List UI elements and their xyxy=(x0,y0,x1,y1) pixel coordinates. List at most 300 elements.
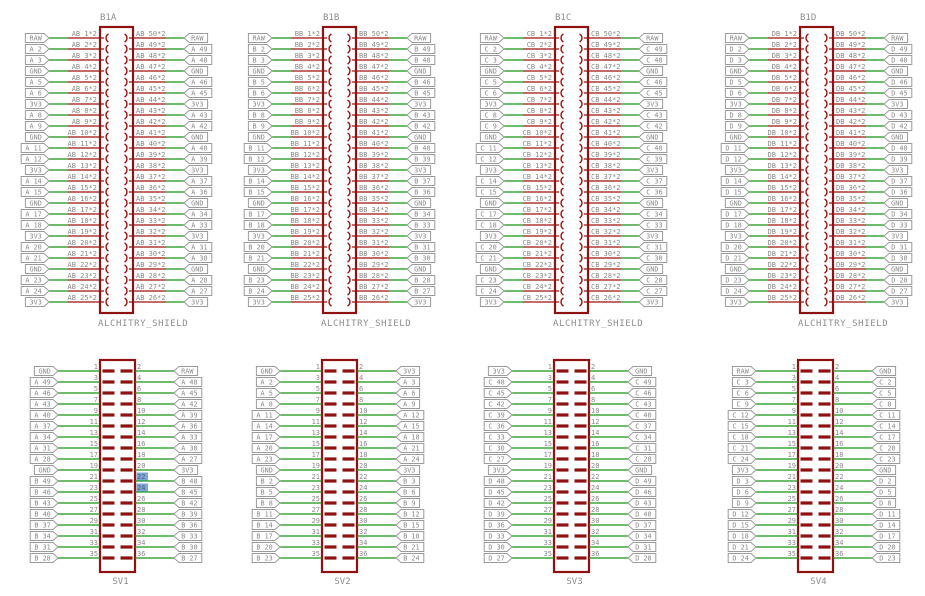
net-label[interactable] xyxy=(725,56,749,65)
net-label[interactable] xyxy=(21,243,49,252)
net-label[interactable] xyxy=(480,199,504,208)
net-label[interactable] xyxy=(628,422,656,431)
net-label[interactable] xyxy=(721,177,749,186)
connector-SV3[interactable] xyxy=(484,360,656,587)
net-label[interactable] xyxy=(248,45,272,54)
net-label[interactable] xyxy=(732,378,756,387)
net-label[interactable] xyxy=(248,78,272,87)
net-label[interactable] xyxy=(407,221,435,230)
net-label[interactable] xyxy=(639,166,663,175)
net-label[interactable] xyxy=(252,543,280,552)
net-label[interactable] xyxy=(248,133,272,142)
net-label[interactable] xyxy=(184,210,212,219)
net-label[interactable] xyxy=(396,488,420,497)
net-label[interactable] xyxy=(407,166,431,175)
net-label[interactable] xyxy=(639,188,667,197)
net-label[interactable] xyxy=(721,276,749,285)
net-label[interactable] xyxy=(252,532,280,541)
net-label[interactable] xyxy=(252,455,280,464)
net-label[interactable] xyxy=(728,422,756,431)
net-label[interactable] xyxy=(884,254,912,263)
net-label[interactable] xyxy=(30,378,58,387)
net-label[interactable] xyxy=(639,67,663,76)
net-label[interactable] xyxy=(252,554,280,563)
net-label[interactable] xyxy=(628,510,656,519)
net-label[interactable] xyxy=(484,532,512,541)
net-label[interactable] xyxy=(721,188,749,197)
net-label[interactable] xyxy=(884,199,908,208)
net-label[interactable] xyxy=(30,455,58,464)
component-B1C[interactable] xyxy=(476,13,667,329)
net-label[interactable] xyxy=(396,378,420,387)
net-label[interactable] xyxy=(484,499,512,508)
net-label[interactable] xyxy=(732,488,756,497)
net-label[interactable] xyxy=(884,276,912,285)
net-label[interactable] xyxy=(248,122,272,131)
net-label[interactable] xyxy=(248,34,272,43)
net-label[interactable] xyxy=(174,400,202,409)
net-label[interactable] xyxy=(407,188,435,197)
net-label[interactable] xyxy=(248,199,272,208)
net-label[interactable] xyxy=(184,265,208,274)
net-label[interactable] xyxy=(884,177,912,186)
net-label[interactable] xyxy=(244,221,272,230)
net-label[interactable] xyxy=(407,298,431,307)
net-label[interactable] xyxy=(248,298,272,307)
net-label[interactable] xyxy=(407,276,435,285)
net-label[interactable] xyxy=(884,34,908,43)
net-label[interactable] xyxy=(184,287,212,296)
net-label[interactable] xyxy=(639,177,667,186)
net-label[interactable] xyxy=(628,367,652,376)
net-label[interactable] xyxy=(184,100,208,109)
net-label[interactable] xyxy=(484,521,512,530)
net-label[interactable] xyxy=(30,400,58,409)
net-label[interactable] xyxy=(476,210,504,219)
net-label[interactable] xyxy=(639,133,663,142)
net-label[interactable] xyxy=(407,265,431,274)
net-label[interactable] xyxy=(639,34,663,43)
net-label[interactable] xyxy=(884,155,912,164)
net-label[interactable] xyxy=(732,477,756,486)
net-label[interactable] xyxy=(884,133,908,142)
net-label[interactable] xyxy=(884,232,908,241)
net-label[interactable] xyxy=(872,455,900,464)
component-body[interactable] xyxy=(800,27,833,313)
net-label[interactable] xyxy=(480,298,504,307)
net-label[interactable] xyxy=(407,254,435,263)
net-label[interactable] xyxy=(407,67,431,76)
net-label[interactable] xyxy=(256,499,280,508)
net-label[interactable] xyxy=(407,133,431,142)
net-label[interactable] xyxy=(248,56,272,65)
net-label[interactable] xyxy=(721,254,749,263)
net-label[interactable] xyxy=(884,100,908,109)
net-label[interactable] xyxy=(480,265,504,274)
net-label[interactable] xyxy=(484,433,512,442)
net-label[interactable] xyxy=(480,34,504,43)
net-label[interactable] xyxy=(184,166,208,175)
net-label[interactable] xyxy=(872,433,900,442)
net-label[interactable] xyxy=(728,510,756,519)
net-label[interactable] xyxy=(30,532,58,541)
net-label[interactable] xyxy=(725,78,749,87)
net-label[interactable] xyxy=(872,521,900,530)
net-label[interactable] xyxy=(884,188,912,197)
net-label[interactable] xyxy=(244,254,272,263)
net-label[interactable] xyxy=(25,122,49,131)
net-label[interactable] xyxy=(639,232,663,241)
net-label[interactable] xyxy=(884,111,912,120)
net-label[interactable] xyxy=(484,455,512,464)
net-label[interactable] xyxy=(248,232,272,241)
net-label[interactable] xyxy=(732,367,756,376)
net-label[interactable] xyxy=(248,166,272,175)
net-label[interactable] xyxy=(884,265,908,274)
net-label[interactable] xyxy=(884,298,908,307)
net-label[interactable] xyxy=(244,155,272,164)
net-label[interactable] xyxy=(480,122,504,131)
net-label[interactable] xyxy=(480,67,504,76)
net-label[interactable] xyxy=(476,243,504,252)
net-label[interactable] xyxy=(30,488,58,497)
net-label[interactable] xyxy=(728,444,756,453)
net-label[interactable] xyxy=(174,433,202,442)
net-label[interactable] xyxy=(244,276,272,285)
net-label[interactable] xyxy=(484,543,512,552)
net-label[interactable] xyxy=(30,433,58,442)
net-label[interactable] xyxy=(725,89,749,98)
net-label[interactable] xyxy=(639,221,667,230)
net-label[interactable] xyxy=(184,45,212,54)
net-label[interactable] xyxy=(184,177,212,186)
net-label[interactable] xyxy=(30,444,58,453)
net-label[interactable] xyxy=(732,499,756,508)
net-label[interactable] xyxy=(25,78,49,87)
net-label[interactable] xyxy=(25,67,49,76)
net-label[interactable] xyxy=(872,510,900,519)
net-label[interactable] xyxy=(639,89,667,98)
net-label[interactable] xyxy=(732,400,756,409)
net-label[interactable] xyxy=(407,177,435,186)
net-label[interactable] xyxy=(21,254,49,263)
net-label[interactable] xyxy=(174,411,202,420)
net-label[interactable] xyxy=(252,411,280,420)
net-label[interactable] xyxy=(407,155,435,164)
net-label[interactable] xyxy=(248,265,272,274)
connector-SV2[interactable] xyxy=(252,360,424,587)
net-label[interactable] xyxy=(639,287,667,296)
net-label[interactable] xyxy=(174,488,202,497)
net-label[interactable] xyxy=(732,466,756,475)
net-label[interactable] xyxy=(480,111,504,120)
net-label[interactable] xyxy=(248,89,272,98)
net-label[interactable] xyxy=(872,543,900,552)
net-label[interactable] xyxy=(639,155,667,164)
net-label[interactable] xyxy=(484,400,512,409)
net-label[interactable] xyxy=(872,477,896,486)
component-body[interactable] xyxy=(323,27,356,313)
net-label[interactable] xyxy=(476,144,504,153)
net-label[interactable] xyxy=(480,232,504,241)
net-label[interactable] xyxy=(725,133,749,142)
net-label[interactable] xyxy=(396,499,420,508)
net-label[interactable] xyxy=(628,444,656,453)
net-label[interactable] xyxy=(21,276,49,285)
net-label[interactable] xyxy=(34,466,58,475)
net-label[interactable] xyxy=(30,554,58,563)
net-label[interactable] xyxy=(248,100,272,109)
net-label[interactable] xyxy=(25,166,49,175)
net-label[interactable] xyxy=(628,378,656,387)
net-label[interactable] xyxy=(480,166,504,175)
net-label[interactable] xyxy=(639,210,667,219)
net-label[interactable] xyxy=(628,477,656,486)
net-label[interactable] xyxy=(256,466,280,475)
net-label[interactable] xyxy=(407,144,435,153)
net-label[interactable] xyxy=(184,111,212,120)
net-label[interactable] xyxy=(872,400,896,409)
net-label[interactable] xyxy=(184,56,212,65)
net-label[interactable] xyxy=(872,367,896,376)
net-label[interactable] xyxy=(639,265,663,274)
net-label[interactable] xyxy=(30,389,58,398)
net-label[interactable] xyxy=(396,433,424,442)
net-label[interactable] xyxy=(244,177,272,186)
net-label[interactable] xyxy=(639,56,667,65)
net-label[interactable] xyxy=(396,466,420,475)
net-label[interactable] xyxy=(728,543,756,552)
net-label[interactable] xyxy=(639,298,663,307)
net-label[interactable] xyxy=(884,243,912,252)
net-label[interactable] xyxy=(484,488,512,497)
net-label[interactable] xyxy=(25,232,49,241)
net-label[interactable] xyxy=(34,367,58,376)
net-label[interactable] xyxy=(407,122,435,131)
net-label[interactable] xyxy=(725,67,749,76)
net-label[interactable] xyxy=(725,34,749,43)
net-label[interactable] xyxy=(639,254,667,263)
net-label[interactable] xyxy=(484,444,512,453)
net-label[interactable] xyxy=(884,89,912,98)
net-label[interactable] xyxy=(256,477,280,486)
net-label[interactable] xyxy=(628,532,656,541)
net-label[interactable] xyxy=(407,287,435,296)
net-label[interactable] xyxy=(872,378,896,387)
net-label[interactable] xyxy=(639,100,663,109)
net-label[interactable] xyxy=(407,45,435,54)
net-label[interactable] xyxy=(174,554,202,563)
net-label[interactable] xyxy=(184,67,208,76)
net-label[interactable] xyxy=(725,199,749,208)
net-label[interactable] xyxy=(721,144,749,153)
net-label[interactable] xyxy=(639,45,667,54)
net-label[interactable] xyxy=(728,411,756,420)
net-label[interactable] xyxy=(884,166,908,175)
net-label[interactable] xyxy=(476,155,504,164)
net-label[interactable] xyxy=(21,188,49,197)
net-label[interactable] xyxy=(476,254,504,263)
net-label[interactable] xyxy=(25,133,49,142)
net-label[interactable] xyxy=(25,34,49,43)
net-label[interactable] xyxy=(184,254,212,263)
net-label[interactable] xyxy=(25,56,49,65)
net-label[interactable] xyxy=(884,67,908,76)
net-label[interactable] xyxy=(25,298,49,307)
net-label[interactable] xyxy=(628,400,656,409)
net-label[interactable] xyxy=(407,89,435,98)
net-label[interactable] xyxy=(174,532,202,541)
net-label[interactable] xyxy=(396,389,420,398)
net-label[interactable] xyxy=(396,521,424,530)
net-label[interactable] xyxy=(252,444,280,453)
net-label[interactable] xyxy=(639,78,667,87)
net-label[interactable] xyxy=(484,422,512,431)
net-label[interactable] xyxy=(725,111,749,120)
net-label[interactable] xyxy=(252,433,280,442)
net-label[interactable] xyxy=(396,510,424,519)
net-label[interactable] xyxy=(396,400,420,409)
net-label[interactable] xyxy=(480,89,504,98)
net-label[interactable] xyxy=(872,422,900,431)
net-label[interactable] xyxy=(174,367,198,376)
net-label[interactable] xyxy=(628,554,656,563)
net-label[interactable] xyxy=(721,210,749,219)
net-label[interactable] xyxy=(884,78,912,87)
net-label[interactable] xyxy=(639,276,667,285)
net-label[interactable] xyxy=(174,499,202,508)
net-label[interactable] xyxy=(174,444,202,453)
net-label[interactable] xyxy=(872,411,900,420)
net-label[interactable] xyxy=(407,232,431,241)
net-label[interactable] xyxy=(872,466,896,475)
net-label[interactable] xyxy=(484,477,512,486)
net-label[interactable] xyxy=(396,411,424,420)
net-label[interactable] xyxy=(725,100,749,109)
net-label[interactable] xyxy=(476,276,504,285)
net-label[interactable] xyxy=(184,133,208,142)
net-label[interactable] xyxy=(725,166,749,175)
connector-SV4[interactable] xyxy=(728,360,900,587)
net-label[interactable] xyxy=(884,210,912,219)
net-label[interactable] xyxy=(248,111,272,120)
net-label[interactable] xyxy=(174,455,202,464)
net-label[interactable] xyxy=(174,477,202,486)
net-label[interactable] xyxy=(184,188,212,197)
net-label[interactable] xyxy=(244,287,272,296)
net-label[interactable] xyxy=(407,78,435,87)
net-label[interactable] xyxy=(884,122,912,131)
net-label[interactable] xyxy=(174,389,202,398)
net-label[interactable] xyxy=(484,411,512,420)
net-label[interactable] xyxy=(639,122,667,131)
net-label[interactable] xyxy=(184,78,212,87)
component-B1B[interactable] xyxy=(244,13,435,329)
net-label[interactable] xyxy=(484,389,512,398)
net-label[interactable] xyxy=(728,532,756,541)
net-label[interactable] xyxy=(872,532,900,541)
net-label[interactable] xyxy=(721,243,749,252)
net-label[interactable] xyxy=(252,422,280,431)
net-label[interactable] xyxy=(407,243,435,252)
net-label[interactable] xyxy=(407,199,431,208)
net-label[interactable] xyxy=(480,56,504,65)
net-label[interactable] xyxy=(728,433,756,442)
net-label[interactable] xyxy=(184,89,212,98)
net-label[interactable] xyxy=(725,298,749,307)
net-label[interactable] xyxy=(407,210,435,219)
net-label[interactable] xyxy=(480,133,504,142)
net-label[interactable] xyxy=(884,287,912,296)
net-label[interactable] xyxy=(480,45,504,54)
net-label[interactable] xyxy=(872,488,896,497)
net-label[interactable] xyxy=(639,111,667,120)
net-label[interactable] xyxy=(21,287,49,296)
net-label[interactable] xyxy=(184,34,208,43)
net-label[interactable] xyxy=(184,199,208,208)
net-label[interactable] xyxy=(476,188,504,197)
net-label[interactable] xyxy=(174,510,202,519)
net-label[interactable] xyxy=(396,422,424,431)
net-label[interactable] xyxy=(174,521,202,530)
net-label[interactable] xyxy=(396,543,424,552)
net-label[interactable] xyxy=(484,378,512,387)
net-label[interactable] xyxy=(407,56,435,65)
net-label[interactable] xyxy=(174,543,202,552)
net-label[interactable] xyxy=(628,389,656,398)
net-label[interactable] xyxy=(244,243,272,252)
net-label[interactable] xyxy=(25,45,49,54)
net-label[interactable] xyxy=(476,221,504,230)
net-label[interactable] xyxy=(256,367,280,376)
net-label[interactable] xyxy=(628,455,656,464)
net-label[interactable] xyxy=(476,287,504,296)
net-label[interactable] xyxy=(884,144,912,153)
net-label[interactable] xyxy=(721,287,749,296)
net-label[interactable] xyxy=(184,155,212,164)
net-label[interactable] xyxy=(728,455,756,464)
net-label[interactable] xyxy=(721,155,749,164)
net-label[interactable] xyxy=(480,78,504,87)
net-label[interactable] xyxy=(184,122,212,131)
net-label[interactable] xyxy=(725,265,749,274)
net-label[interactable] xyxy=(174,422,202,431)
net-label[interactable] xyxy=(639,199,663,208)
net-label[interactable] xyxy=(184,298,208,307)
net-label[interactable] xyxy=(30,510,58,519)
component-B1D[interactable] xyxy=(721,13,912,329)
net-label[interactable] xyxy=(184,221,212,230)
net-label[interactable] xyxy=(21,177,49,186)
net-label[interactable] xyxy=(728,554,756,563)
net-label[interactable] xyxy=(396,477,420,486)
net-label[interactable] xyxy=(184,144,212,153)
net-label[interactable] xyxy=(728,521,756,530)
net-label[interactable] xyxy=(248,67,272,76)
net-label[interactable] xyxy=(476,177,504,186)
net-label[interactable] xyxy=(30,411,58,420)
net-label[interactable] xyxy=(725,45,749,54)
net-label[interactable] xyxy=(184,276,212,285)
net-label[interactable] xyxy=(396,444,424,453)
net-label[interactable] xyxy=(184,243,212,252)
net-label[interactable] xyxy=(256,488,280,497)
net-label[interactable] xyxy=(30,422,58,431)
net-label[interactable] xyxy=(872,554,900,563)
net-label[interactable] xyxy=(725,122,749,131)
net-label[interactable] xyxy=(396,455,424,464)
net-label[interactable] xyxy=(25,265,49,274)
